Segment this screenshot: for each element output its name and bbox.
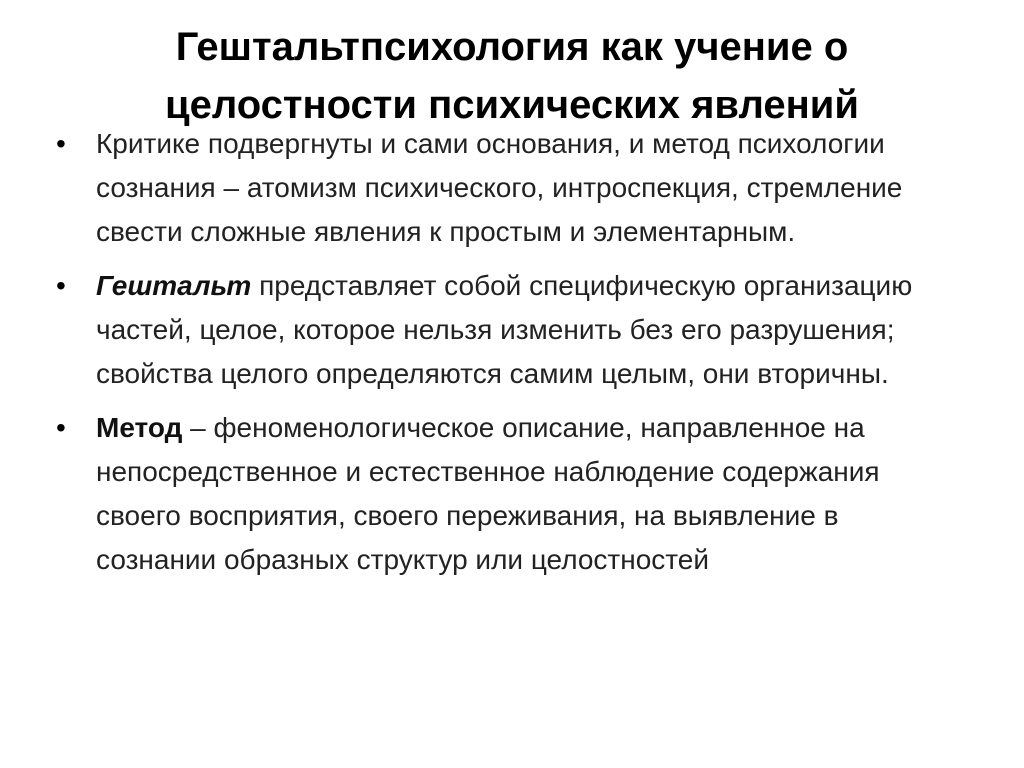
bullet-dot-icon: • xyxy=(56,128,66,159)
bullet-list xyxy=(56,122,966,592)
bullet-text: – феноменологическое описание, направленное на непосредственное и естественное наблюдение содержания своего восприятия, своего переживания, на выявление в сознании образных структур или целостностей xyxy=(96,412,880,575)
bullet-emphasis: Метод xyxy=(96,412,183,443)
bullet-dot-icon: • xyxy=(56,270,66,301)
bullet-emphasis: Гештальт xyxy=(96,270,252,301)
bullet-item-1 xyxy=(56,122,966,254)
bullet-item-2 xyxy=(56,264,966,396)
slide-title xyxy=(60,18,964,134)
bullet-item-3 xyxy=(56,406,966,582)
title-line-1: Гештальтпсихология как учение о xyxy=(175,25,849,69)
bullet-dot-icon: • xyxy=(56,412,66,443)
bullet-text: представляет собой специфическую организацию частей, целое, которое нельзя изменить без его разрушения; свойства целого определяются самим целым, они вторичны. xyxy=(96,270,913,389)
bullet-text: Критике подвергнуты и сами основания, и метод психологии сознания – атомизм психического, интроспекция, стремление свести сложные явления к простым и элементарным. xyxy=(96,128,903,247)
title-line-2: целостности психических явлений xyxy=(165,83,859,127)
